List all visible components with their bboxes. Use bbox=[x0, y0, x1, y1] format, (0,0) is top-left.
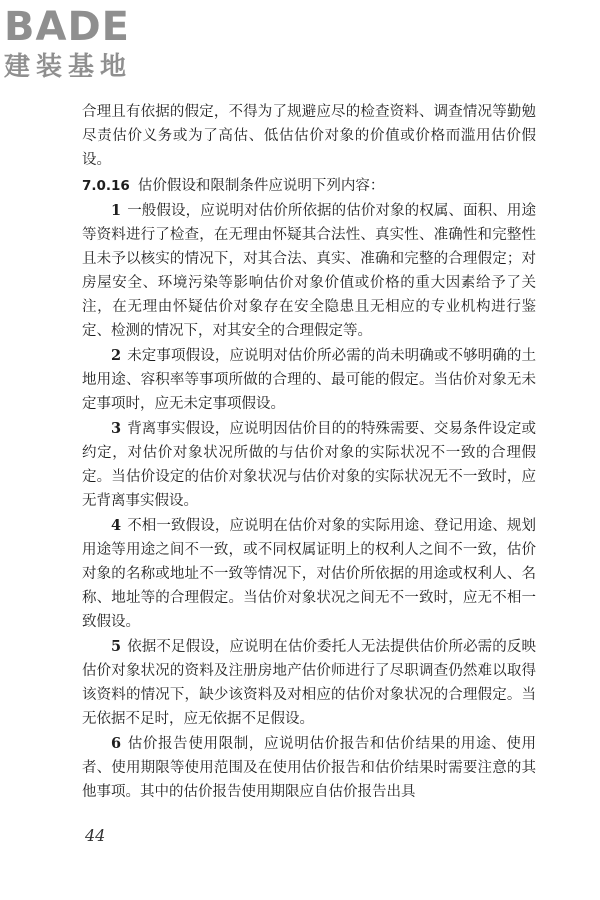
list-item bbox=[82, 344, 536, 416]
item-number: 3 bbox=[111, 420, 122, 437]
item-number: 4 bbox=[111, 517, 122, 534]
brand-logo bbox=[4, 4, 174, 82]
list-item bbox=[82, 635, 536, 731]
list-item bbox=[82, 417, 536, 513]
item-number: 6 bbox=[111, 735, 122, 752]
item-number: 5 bbox=[111, 638, 122, 655]
page-number: 44 bbox=[85, 826, 106, 845]
item-text: 依据不足假设，应说明在估价委托人无法提供估价所必需的反映估价对象状况的资料及注册房地产估价师进行了尽职调查仍然难以取得该资料的情况下，缺少该资料及对相应的估价对象状况的合理假定。当无依据不足时，应无依据不足假设。 bbox=[82, 639, 536, 727]
item-text: 背离事实假设，应说明因估价目的的特殊需要、交易条件设定或约定，对估价对象状况所做的与估价对象的实际状况不一致的合理假定。当估价设定的估价对象状况与估价对象的实际状况无不一致时，应无背离事实假设。 bbox=[82, 421, 536, 509]
clause-number: 7.0.16 bbox=[82, 178, 130, 194]
item-text: 未定事项假设，应说明对估价所必需的尚未明确或不够明确的土地用途、容积率等事项所做的合理的、最可能的假定。当估价对象无未定事项时，应无未定事项假设。 bbox=[82, 348, 536, 412]
item-text: 一般假设，应说明对估价所依据的估价对象的权属、面积、用途等资料进行了检查，在无理由怀疑其合法性、真实性、准确性和完整性且未予以核实的情况下，对其合法、真实、准确和完整的合理假定；对房屋安全、环境污染等影响估价对象价值或价格的重大因素给予了关注，在无理由怀疑估价对象存在安全隐患且无相应的专业机构进行鉴定、检测的情况下，对其安全的合理假定等。 bbox=[82, 203, 536, 339]
intro-paragraph: 合理且有依据的假定，不得为了规避应尽的检查资料、调查情况等勤勉尽责估价义务或为了高估、低估估价对象的价值或价格而滥用估价假设。 bbox=[82, 104, 536, 168]
item-text: 估价报告使用限制，应说明估价报告和估价结果的用途、使用者、使用期限等使用范围及在使用估价报告和估价结果时需要注意的其他事项。其中的估价报告使用期限应自估价报告出具 bbox=[82, 736, 536, 800]
list-item bbox=[82, 199, 536, 343]
item-number: 2 bbox=[111, 347, 122, 364]
item-text: 不相一致假设，应说明在估价对象的实际用途、登记用途、规划用途等用途之间不一致，或不同权属证明上的权利人之间不一致，估价对象的名称或地址不一致等情况下，对估价所依据的用途或权利人、名称、地址等的合理假定。当估价对象状况之间无不一致时，应无不相一致假设。 bbox=[82, 518, 536, 630]
list-item bbox=[82, 732, 536, 804]
clause-heading bbox=[82, 174, 536, 198]
clause-text: 估价假设和限制条件应说明下列内容： bbox=[137, 178, 385, 194]
logo-mark: BADE bbox=[4, 4, 130, 50]
item-number: 1 bbox=[111, 202, 122, 219]
logo-subtitle: 建装基地 bbox=[4, 52, 133, 82]
document-body bbox=[82, 100, 536, 805]
list-item bbox=[82, 514, 536, 634]
